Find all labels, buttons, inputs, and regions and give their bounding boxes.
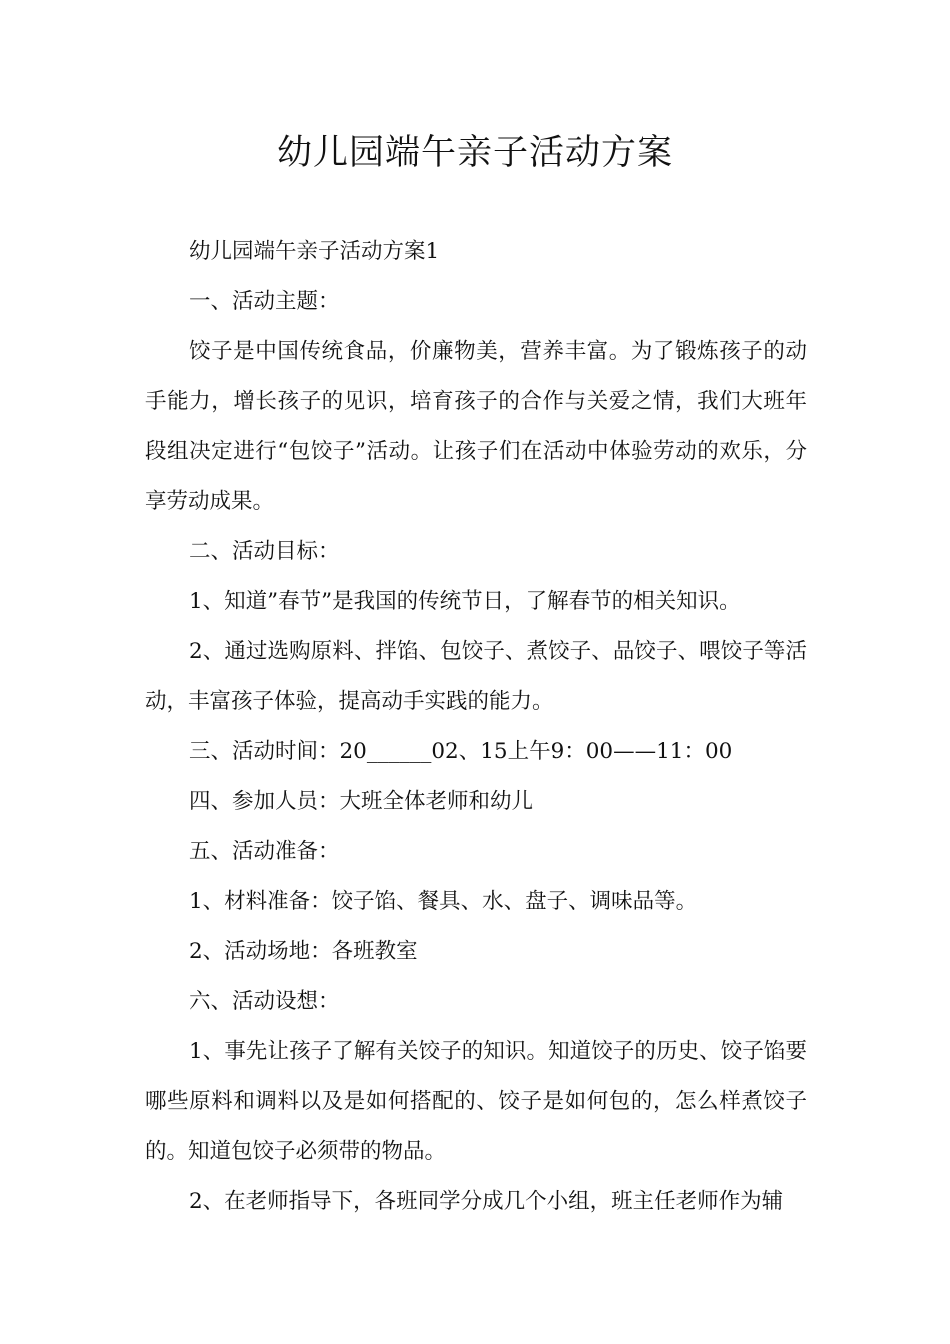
- paragraph-plan-1: 1、事先让孩子了解有关饺子的知识。知道饺子的历史、饺子馅要哪些原料和调料以及是如何搭配的、饺子是如何包的，怎么样煮饺子的。知道包饺子必须带的物品。: [145, 1039, 807, 1164]
- paragraph-time: 三、活动时间：20______02、15上午9：00——11：00: [189, 739, 733, 764]
- section-heading-goals: 二、活动目标：: [189, 539, 340, 564]
- paragraph-goal-1: 1、知道”春节”是我国的传统节日，了解春节的相关知识。: [189, 589, 741, 614]
- paragraph-goal-2: 2、通过选购原料、拌馅、包饺子、煮饺子、品饺子、喂饺子等活动，丰富孩子体验，提高动手实践的能力。: [145, 639, 807, 714]
- paragraph-materials: 1、材料准备：饺子馅、餐具、水、盘子、调味品等。: [189, 889, 698, 914]
- document-body: [145, 227, 807, 1227]
- section-heading-theme: 一、活动主题：: [189, 289, 340, 314]
- subtitle-paragraph: 幼儿园端午亲子活动方案1: [189, 239, 440, 264]
- paragraph-theme: 饺子是中国传统食品，价廉物美，营养丰富。为了锻炼孩子的动手能力，增长孩子的见识，培育孩子的合作与关爱之情，我们大班年段组决定进行“包饺子”活动。让孩子们在活动中体验劳动的欢乐，分享劳动成果。: [145, 339, 807, 514]
- paragraph-venue: 2、活动场地：各班教室: [189, 939, 418, 964]
- paragraph-plan-2: 2、在老师指导下，各班同学分成几个小组，班主任老师作为辅: [189, 1189, 784, 1214]
- section-heading-preparation: 五、活动准备：: [189, 839, 340, 864]
- document-title: 幼儿园端午亲子活动方案: [276, 133, 673, 173]
- section-heading-plan: 六、活动设想：: [189, 989, 340, 1014]
- paragraph-participants: 四、参加人员：大班全体老师和幼儿: [189, 789, 534, 814]
